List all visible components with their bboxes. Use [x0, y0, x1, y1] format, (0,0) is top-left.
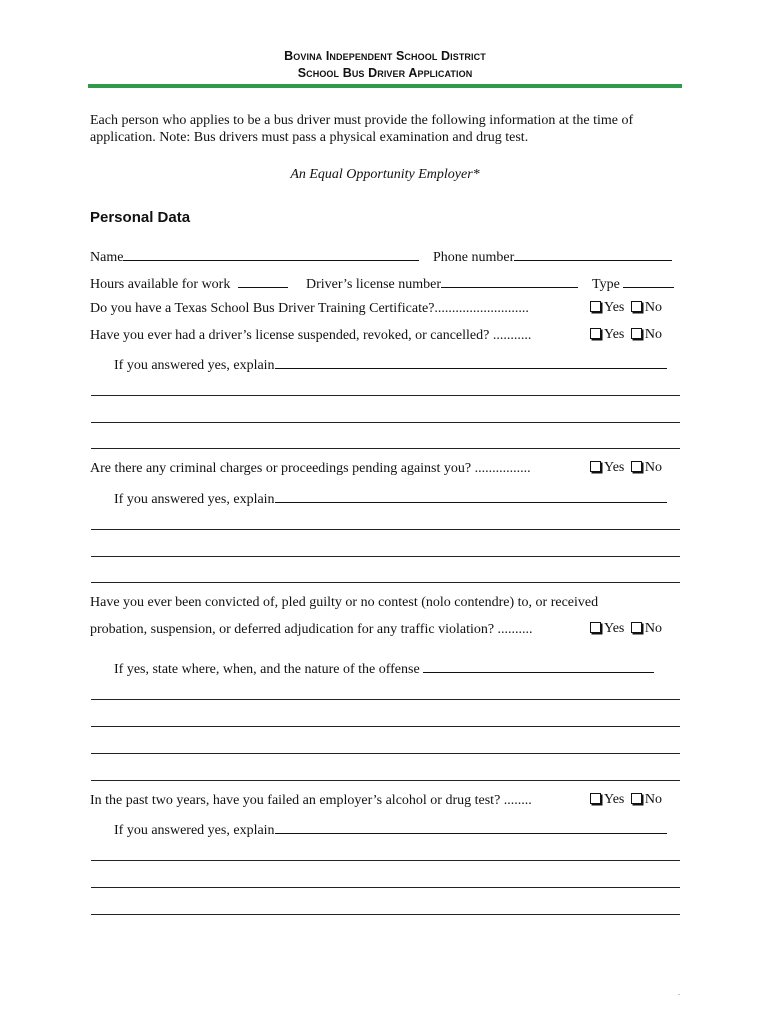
license-row [306, 273, 578, 293]
explain-field-2[interactable] [275, 488, 667, 503]
license-suspended-no-checkbox[interactable] [631, 328, 642, 339]
answer-line[interactable] [91, 448, 680, 449]
answer-line[interactable] [91, 726, 680, 727]
explain-row-2 [114, 488, 667, 508]
type-label: Type [592, 277, 620, 292]
yes-label: Yes [604, 621, 625, 636]
certificate-options [590, 300, 686, 316]
offense-row [114, 658, 654, 678]
license-suspended-yes-checkbox[interactable] [590, 328, 601, 339]
phone-field[interactable] [514, 246, 672, 261]
phone-row [433, 246, 672, 266]
page-mark: . [678, 988, 680, 997]
license-field[interactable] [441, 273, 578, 288]
yes-label: Yes [604, 327, 625, 342]
explain-field-3[interactable] [275, 819, 667, 834]
name-field[interactable] [123, 246, 419, 261]
explain-row-1 [114, 354, 667, 374]
answer-line[interactable] [91, 529, 680, 530]
name-label: Name [90, 250, 124, 265]
question-certificate: Do you have a Texas School Bus Driver Training Certificate?........................... [90, 301, 529, 316]
drug-test-yes-checkbox[interactable] [590, 793, 601, 804]
type-row [592, 273, 674, 293]
explain-label: If you answered yes, explain [114, 492, 275, 507]
explain-label: If you answered yes, explain [114, 823, 275, 838]
criminal-charges-yes-checkbox[interactable] [590, 461, 601, 472]
name-row [90, 246, 419, 266]
answer-line[interactable] [91, 422, 680, 423]
certificate-yes-checkbox[interactable] [590, 301, 601, 312]
explain-label: If you answered yes, explain [114, 358, 275, 373]
answer-line[interactable] [91, 699, 680, 700]
equal-opportunity-statement: An Equal Opportunity Employer* [290, 167, 480, 182]
license-suspended-options [590, 327, 686, 343]
drug-test-options [590, 792, 686, 808]
license-label: Driver’s license number [306, 277, 442, 292]
question-convicted-line-2: probation, suspension, or deferred adjudication for any traffic violation? .......... [90, 622, 533, 637]
offense-field[interactable] [423, 658, 654, 673]
convicted-no-checkbox[interactable] [631, 622, 642, 633]
convicted-options [590, 621, 686, 637]
yes-label: Yes [604, 792, 625, 807]
answer-line[interactable] [91, 780, 680, 781]
convicted-yes-checkbox[interactable] [590, 622, 601, 633]
answer-line[interactable] [91, 887, 680, 888]
drug-test-no-checkbox[interactable] [631, 793, 642, 804]
answer-line[interactable] [91, 860, 680, 861]
hours-field[interactable] [238, 273, 288, 288]
criminal-charges-options [590, 460, 686, 476]
answer-line[interactable] [91, 395, 680, 396]
explain-row-3 [114, 819, 667, 839]
no-label: No [644, 621, 662, 636]
question-license-suspended: Have you ever had a driver’s license suspended, revoked, or cancelled? ........... [90, 328, 532, 343]
no-label: No [644, 327, 662, 342]
answer-line[interactable] [91, 556, 680, 557]
phone-label: Phone number [433, 250, 515, 265]
yes-label: Yes [604, 460, 625, 475]
question-convicted-line-1: Have you ever been convicted of, pled guilty or no contest (nolo contendre) to, or received [90, 595, 599, 610]
offense-label: If yes, state where, when, and the nature of the offense [114, 662, 420, 677]
explain-field-1[interactable] [275, 354, 667, 369]
no-label: No [644, 460, 662, 475]
district-name: Bovina Independent School District [284, 49, 486, 63]
no-label: No [644, 300, 662, 315]
hours-label: Hours available for work [90, 277, 231, 292]
intro-text: Each person who applies to be a bus driver must provide the following information at the time of application. Note: Bus drivers must pass a physical examination and drug test. [90, 113, 634, 145]
question-drug-test: In the past two years, have you failed an employer’s alcohol or drug test? ........ [90, 793, 532, 808]
section-title-personal-data: Personal Data [90, 209, 191, 226]
header-divider [88, 84, 682, 88]
criminal-charges-no-checkbox[interactable] [631, 461, 642, 472]
hours-row [90, 273, 288, 293]
no-label: No [644, 792, 662, 807]
answer-line[interactable] [91, 753, 680, 754]
answer-line[interactable] [91, 582, 680, 583]
certificate-no-checkbox[interactable] [631, 301, 642, 312]
form-title: School Bus Driver Application [297, 66, 473, 80]
answer-line[interactable] [91, 914, 680, 915]
question-criminal-charges: Are there any criminal charges or proceedings pending against you? ................ [90, 461, 531, 476]
yes-label: Yes [604, 300, 625, 315]
type-field[interactable] [623, 273, 674, 288]
